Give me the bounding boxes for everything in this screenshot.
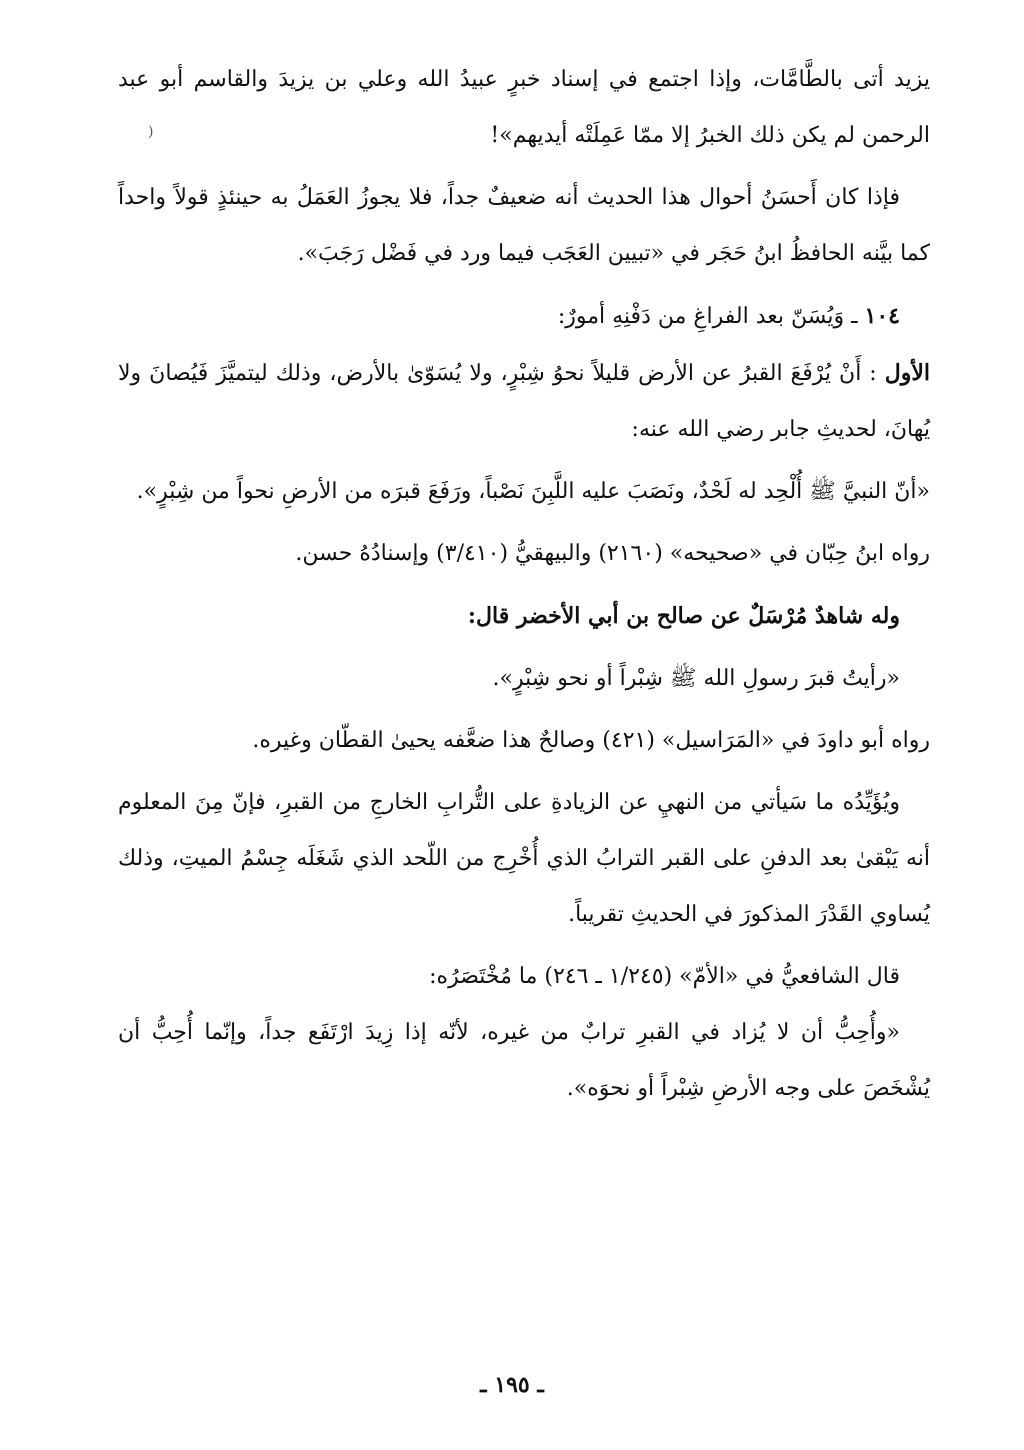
paragraph-text: يزيد أتى بالطَّامَّات، وإذا اجتمع في إسناد خبرٍ عبيدُ الله وعلي بن يزيدَ والقاسم أبو عبد الرحمن لم يكن ذلك الخبرُ إلا ممّا عَمِلَتْه أيديهم»!: [118, 67, 930, 148]
hadith-quote-salih: [118, 651, 930, 707]
page-number: ـ ١٩٥ ـ: [480, 1372, 544, 1398]
paragraph-text: «وأُحِبُّ أن لا يُزاد في القبرِ ترابٌ من غيره، لأنّه إذا زِيدَ ارْتَفَع جداً، وإنّما أُحِبُّ أن يُشْخَصَ على وجه الأرضِ شِبْراً أو نحوَه».: [118, 1020, 930, 1101]
paragraph-witness: [118, 588, 930, 645]
paragraph-continuation: [118, 52, 930, 164]
section-number: ١٠٤: [864, 303, 900, 329]
paragraph-first-point: [118, 345, 930, 458]
paragraph-shafii-intro: [118, 949, 930, 1005]
paragraph-text: قال الشافعيُّ في «الأمّ» (١/٢٤٥ ـ ٢٤٦) ما مُخْتَصَرُه:: [429, 964, 900, 989]
point-label: الأول: [884, 360, 930, 386]
shafii-quote: [118, 1005, 930, 1117]
paragraph-text: ويُؤَيِّدُه ما سَيأتي من النهيِ عن الزيادةِ على التُّرابِ الخارجِ من القبرِ، فإنّ مِنَ المعلوم أنه يَبْقىٰ بعد الدفنِ على القبر الترابُ الذي أُخْرِج من اللّحد الذي شَغَلَه جِسْمُ الميتِ، وذلك يُساوي القَدْرَ المذكورَ في الحديثِ تقريباً.: [118, 790, 930, 927]
paragraph-support: [118, 775, 930, 943]
paragraph-text: «أنّ النبيَّ ﷺ أُلْحِد له لَحْدٌ، ونَصَبَ عليه اللَّبِنَ نَصْباً، ورَفَعَ قبرَه من الأرضِ نحواً من شِبْرٍ».: [136, 479, 930, 504]
section-heading-text: ـ وَيُسَنّ بعد الفراغِ من دَفْنِهِ أمورٌ:: [557, 304, 858, 329]
paragraph-hadith-grading: [118, 170, 930, 282]
paragraph-citation-ibn-hibban: [118, 526, 930, 582]
paragraph-text: : أَنْ يُرْفَعَ القبرُ عن الأرض قليلاً نحوُ شِبْرٍ، ولا يُسَوّىٰ بالأرض، وذلك ليتميَّزَ فَيُصانَ ولا يُهانَ، لحديثِ جابر رضي الله عنه:: [118, 361, 930, 442]
hadith-quote-jabir: [118, 464, 930, 520]
paragraph-text: «رأيتُ قبرَ رسولِ الله ﷺ شِبْراً أو نحو شِبْرٍ».: [492, 666, 900, 691]
page-body: [118, 52, 930, 1117]
paragraph-citation-abu-dawud: [118, 713, 930, 769]
paragraph-text: فإذا كان أَحسَنُ أحوال هذا الحديث أنه ضعيفٌ جداً، فلا يجوزُ العَمَلُ به حينئذٍ قولاً واحداً كما بيَّنه الحافظُ ابنُ حَجَر في «تبيين العَجَب فيما ورد في فَضْل رَجَبَ».: [118, 185, 930, 266]
paragraph-text: وله شاهدٌ مُرْسَلٌ عن صالح بن أبي الأخضر قال:: [467, 603, 900, 629]
section-heading-104: [118, 288, 930, 345]
margin-mark: (: [148, 124, 154, 140]
paragraph-text: رواه ابنُ حِبّان في «صحيحه» (٢١٦٠) والبيهقيُّ (٣/٤١٠) وإسنادُهُ حسن.: [295, 541, 930, 566]
paragraph-text: رواه أبو داودَ في «المَرَاسيل» (٤٢١) وصالحٌ هذا ضعَّفه يحيىٰ القطّان وغيره.: [252, 728, 930, 753]
